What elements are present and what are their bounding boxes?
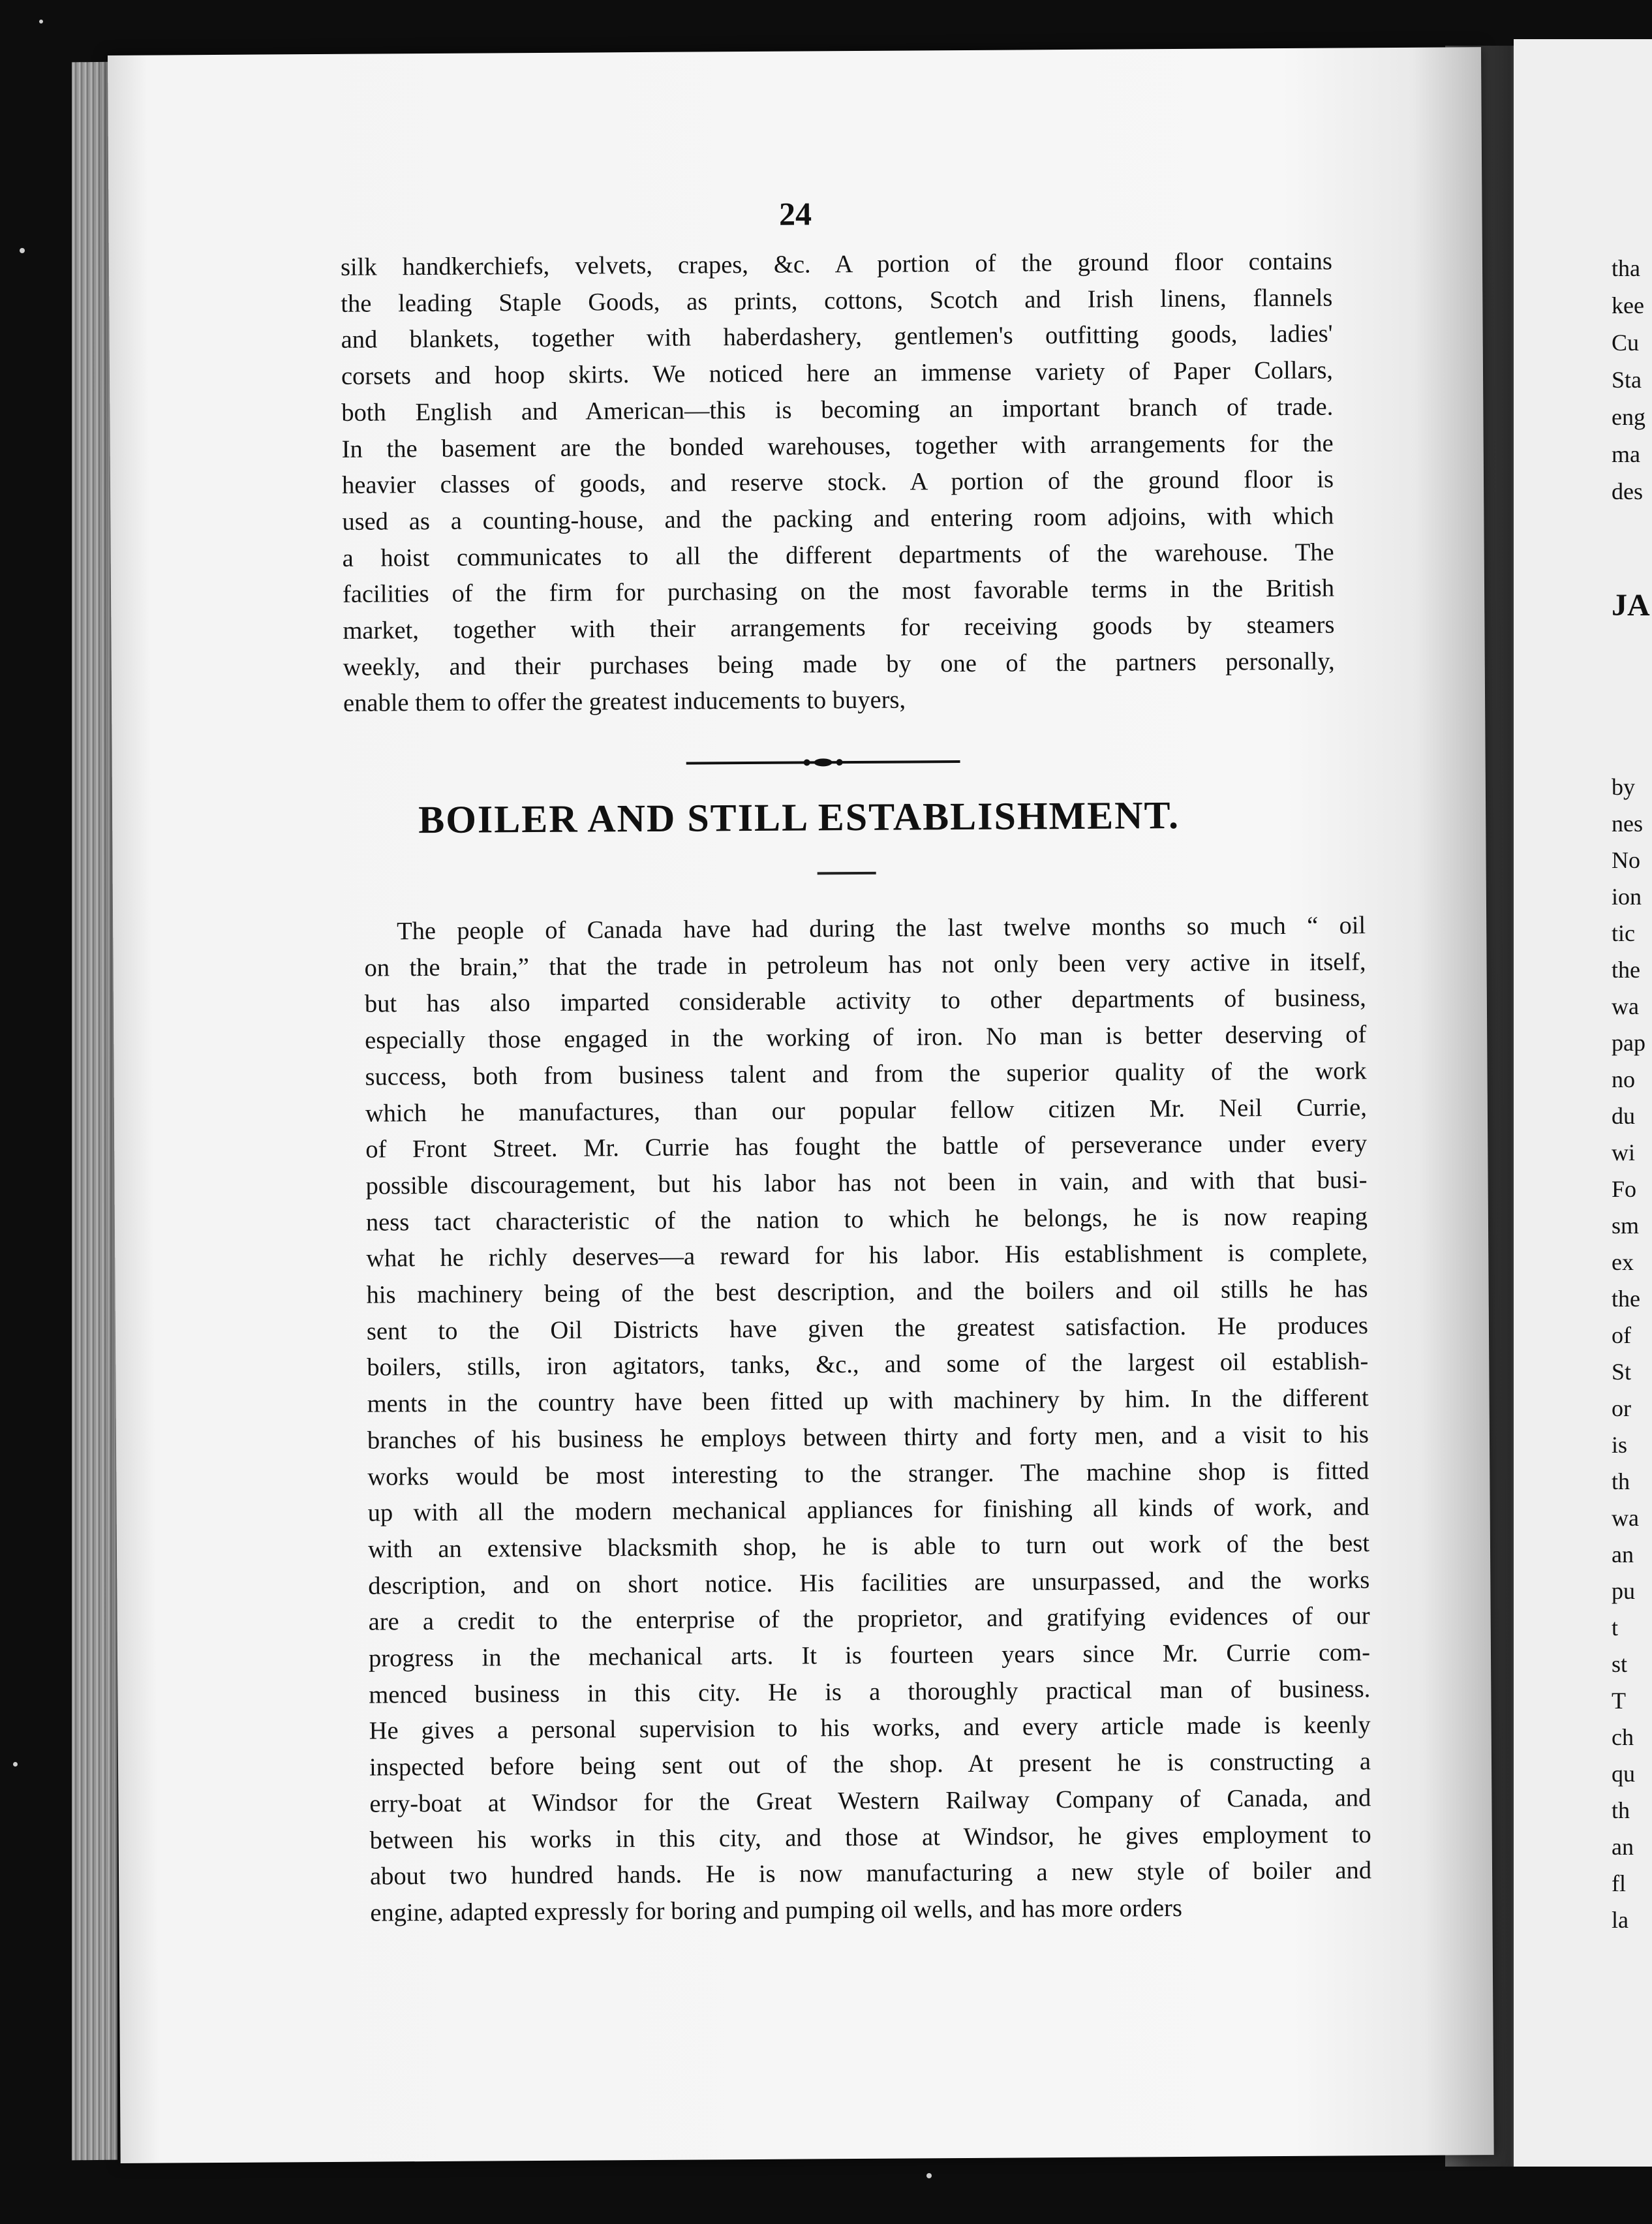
- facing-page-fragment: des: [1612, 478, 1643, 504]
- text-line: of Front Street. Mr. Currie has fought the battle of perseverance under every: [365, 1130, 1368, 1164]
- facing-page-fragment: of: [1612, 1322, 1631, 1348]
- facing-page-fragment: an: [1612, 1834, 1634, 1860]
- facing-page-fragment: wi: [1612, 1139, 1635, 1166]
- facing-page-fragment: nes: [1612, 811, 1643, 837]
- facing-page-fragment: th: [1612, 1797, 1630, 1823]
- text-line: and blankets, together with haberdashery, gentlemen's outfitting goods, ladies': [341, 320, 1333, 354]
- text-line: with an extensive blacksmith shop, he is able to turn out work of the best: [367, 1530, 1370, 1564]
- text-line: used as a counting-house, and the packing and entering room adjoins, with which: [342, 502, 1334, 536]
- facing-page-fragment: Fo: [1612, 1176, 1637, 1202]
- text-line: on the brain,” that the trade in petroleum has not only been very active in itself,: [364, 948, 1366, 982]
- scan-speckle: [13, 1762, 18, 1767]
- facing-page-fragment: is: [1612, 1432, 1628, 1458]
- text-line: which he manufactures, than our popular fellow citizen Mr. Neil Currie,: [365, 1093, 1368, 1128]
- scan-speckle: [20, 248, 25, 253]
- text-line: inspected before being sent out of the shop. At present he is constructing a: [369, 1748, 1371, 1782]
- text-line: weekly, and their purchases being made by one of the partners personally,: [343, 647, 1335, 681]
- text-line: the leading Staple Goods, as prints, cottons, Scotch and Irish linens, flannels: [341, 284, 1333, 318]
- text-line: menced business in this city. He is a thoroughly practical man of business.: [369, 1675, 1371, 1709]
- text-line: both English and American—this is becoming an important branch of trade.: [341, 393, 1334, 427]
- text-line: corsets and hoop skirts. We noticed here an immense variety of Paper Collars,: [341, 356, 1334, 390]
- heading-rule: [818, 872, 876, 875]
- scan-speckle: [926, 2173, 932, 2178]
- text-line: sent to the Oil Districts have given the greatest satisfaction. He produces: [366, 1311, 1369, 1346]
- ornamental-divider: [686, 755, 960, 770]
- facing-page-fragment: st: [1612, 1651, 1628, 1677]
- facing-page-fragment: Sta: [1612, 367, 1642, 393]
- facing-page-fragment: tic: [1612, 920, 1635, 946]
- facing-page-fragment: or: [1612, 1395, 1631, 1421]
- text-line: silk handkerchiefs, velvets, crapes, &c. A portion of the ground floor contains: [340, 247, 1333, 281]
- facing-page-fragment: tha: [1612, 255, 1640, 281]
- facing-page-fragment: t: [1612, 1614, 1619, 1641]
- book-page: [108, 47, 1494, 2163]
- facing-page-fragment: St: [1612, 1359, 1632, 1385]
- text-line: are a credit to the enterprise of the proprietor, and gratifying evidences of our: [368, 1602, 1370, 1636]
- text-line: his machinery being of the best description, and the boilers and oil stills he has: [366, 1275, 1368, 1309]
- facing-page-fragment: th: [1612, 1468, 1630, 1494]
- text-line: In the basement are the bonded warehouses, together with arrangements for the: [341, 429, 1334, 463]
- facing-page-fragment: the: [1612, 957, 1640, 983]
- text-line: The people of Canada have had during the last twelve months so much “ oil: [397, 912, 1366, 946]
- facing-page-fragment: sm: [1612, 1212, 1640, 1239]
- facing-page-fragment: T: [1612, 1688, 1626, 1714]
- text-line: especially those engaged in the working of iron. No man is better deserving of: [365, 1021, 1367, 1055]
- facing-page-fragment: no: [1612, 1066, 1635, 1092]
- text-line: enable them to offer the greatest inducements to buyers,: [343, 686, 906, 718]
- facing-page-heading-fragment: JA: [1612, 588, 1650, 623]
- text-line: heavier classes of goods, and reserve stock. A portion of the ground floor is: [341, 465, 1334, 500]
- text-line: He gives a personal supervision to his works, and every article made is keenly: [369, 1711, 1371, 1746]
- facing-page: [1514, 39, 1652, 2167]
- facing-page-fragment: qu: [1612, 1761, 1635, 1787]
- facing-page-fragment: No: [1612, 847, 1640, 873]
- text-line: ness tact characteristic of the nation to which he belongs, he is now reaping: [365, 1202, 1368, 1237]
- facing-page-fragment: la: [1612, 1907, 1629, 1933]
- text-line: up with all the modern mechanical appliances for finishing all kinds of work, and: [367, 1493, 1369, 1527]
- text-line: a hoist communicates to all the different departments of the warehouse. The: [342, 538, 1334, 572]
- text-line: progress in the mechanical arts. It is fourteen years since Mr. Currie com-: [368, 1639, 1371, 1673]
- body-paragraph: [364, 908, 1371, 1932]
- facing-page-fragment: pap: [1612, 1030, 1645, 1056]
- text-line: description, and on short notice. His facilities are unsurpassed, and the works: [368, 1566, 1370, 1600]
- facing-page-fragment: an: [1612, 1541, 1634, 1568]
- top-paragraph: [341, 244, 1335, 722]
- text-line: what he richly deserves—a reward for his labor. His establishment is complete,: [366, 1239, 1368, 1273]
- facing-page-fragment: eng: [1612, 404, 1645, 430]
- text-line: about two hundred hands. He is now manufacturing a new style of boiler and: [369, 1857, 1372, 1891]
- text-line: boilers, stills, iron agitators, tanks, &c., and some of the largest oil establish-: [367, 1348, 1369, 1382]
- facing-page-fragment: ion: [1612, 884, 1642, 910]
- text-line: market, together with their arrangements for receiving goods by steamers: [343, 611, 1335, 645]
- scan-speckle: [39, 20, 43, 23]
- text-line: engine, adapted expressly for boring and pumping oil wells, and has more orders: [370, 1894, 1183, 1927]
- facing-page-fragment: wa: [1612, 1505, 1639, 1531]
- page-number: 24: [778, 195, 812, 232]
- text-line: facilities of the firm for purchasing on the most favorable terms in the British: [342, 574, 1335, 609]
- facing-page-fragment: fl: [1612, 1870, 1626, 1896]
- text-line: works would be most interesting to the stranger. The machine shop is fitted: [367, 1457, 1369, 1491]
- facing-page-fragment: ex: [1612, 1249, 1634, 1275]
- facing-page-fragment: Cu: [1612, 330, 1640, 356]
- facing-page-fragment: du: [1612, 1103, 1635, 1129]
- text-line: possible discouragement, but his labor has not been in vain, and with that busi-: [365, 1166, 1368, 1200]
- facing-page-fragment: kee: [1612, 292, 1644, 318]
- facing-page-fragment: ch: [1612, 1724, 1634, 1750]
- text-line: but has also imparted considerable activity to other departments of business,: [364, 984, 1366, 1019]
- facing-page-fragment: ma: [1612, 441, 1640, 467]
- facing-page-fragment: pu: [1612, 1578, 1635, 1604]
- text-line: erry-boat at Windsor for the Great Western Railway Company of Canada, and: [369, 1784, 1371, 1818]
- text-line: ments in the country have been fitted up with machinery by him. In the different: [367, 1384, 1369, 1418]
- section-heading: BOILER AND STILL ESTABLISHMENT.: [418, 793, 1180, 842]
- facing-page-fragment: the: [1612, 1286, 1640, 1312]
- text-line: branches of his business he employs between thirty and forty men, and a visit to his: [367, 1421, 1369, 1455]
- facing-page-fragment: by: [1612, 774, 1635, 800]
- text-line: between his works in this city, and those at Windsor, he gives employment to: [369, 1820, 1371, 1855]
- facing-page-fragment: wa: [1612, 993, 1639, 1019]
- text-line: success, both from business talent and from the superior quality of the work: [365, 1057, 1367, 1091]
